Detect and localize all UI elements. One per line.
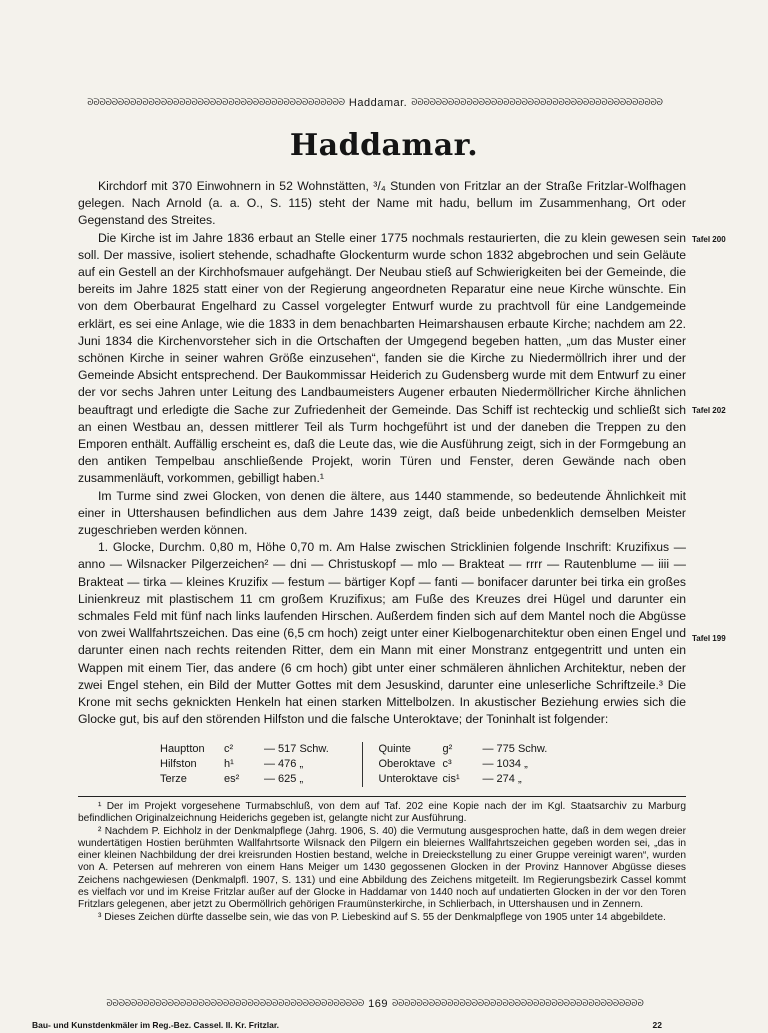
- tone-name: Unteroktave: [378, 773, 438, 785]
- ornament-right: ᘐᘐᘐᘐᘐᘐᘐᘐᘐᘐᘐᘐᘐᘐᘐᘐᘐᘐᘐᘐᘐᘐᘐᘐᘐᘐᘐᘐᘐᘐᘐᘐᘐᘐᘐᘐᘐᘐᘐᘐᘐ: [392, 999, 644, 1009]
- footnote-3: ³ Dieses Zeichen dürfte dasselbe sein, wie das von P. Liebeskind auf S. 55 der Denkmalpflege von 1905 unter 14 abgebildete.: [98, 911, 666, 923]
- tone-value: — 517 Schw.: [264, 743, 329, 755]
- tone-note: g²: [442, 743, 453, 755]
- tone-name: Hauptton: [160, 743, 205, 755]
- paragraph-intro: Kirchdorf mit 370 Einwohnern in 52 Wohnstätten, ³/₄ Stunden von Fritzlar an der Straße Fritzlar-Wolfhagen gelegen. Nach Arnold (a. a. O., S. 115) steht der Name mit hadu, bellum im Zusammenhang, Ort oder Gegenstand des Streites.: [78, 179, 686, 228]
- tone-value: — 476 „: [264, 758, 304, 770]
- tone-name: Quinte: [378, 743, 411, 755]
- tone-name: Oberoktave: [378, 758, 436, 770]
- page-number: 169: [368, 998, 388, 1010]
- margin-note-plate-200: Tafel 200: [692, 235, 726, 244]
- paragraph-bells: Im Turme sind zwei Glocken, von denen die ältere, aus 1440 stammende, so bedeutende Ähnlichkeit mit einer in Uttershausen befindlichen aus dem Jahre 1439 zeigt, daß beide unbedenklich demselben Meister zugeschrieben werden können.: [78, 488, 686, 538]
- page-footer: [32, 1020, 718, 1030]
- footer-sheet-number: 22: [652, 1020, 662, 1030]
- paragraph-church: Die Kirche ist im Jahre 1836 erbaut an Stelle einer 1775 nochmals restaurierten, die zu klein gewesen sein soll. Der massive, isoliert stehende, schadhafte Glockenturm wurde schon 1832 abgebrochen und sein Geläute auf ein Gestell an der Kirchhofsmauer aufgehängt. Der Neubau stieß auf Schwierigkeiten bei der Gemeinde, die bereits im Jahre 1825 statt einer von der Regierung angeordneten Reparatur eine neue Kirche wünschte. Ein von dem Oberbaurat Engelhard zu Cassel vorgelegter Entwurf wurde zu prachtvoll für eine Landgemeinde erklärt, es sei eine Anlage, wie die 1833 in dem benachbarten Heimarshausen erbaute Kirche; nachdem am 22. Juni 1834 die Kirchenvorsteher sich in die Ortschaften der Umgegend begeben hatten, „um das Muster einer schönen Kirche in seiner wahren Größe einzusehen“, fanden sie die Kirche zu Niedermöllrich ihrer und der Gemeinde Absicht entsprechend. Der Baukommissar Heiderich zu Gudensberg wurde mit dem Entwurf zu einer der vor sechs Jahren unter Leitung des Landbaumeisters Augener erbauten Niedermöllricher Kirche ähnlichen beauftragt und erledigte die Sache zur Zufriedenheit der Gemeinde. Das Schiff ist rechteckig und schließt sich an einen Westbau an, dessen mittlerer Teil als Turm hochgeführt ist und der daneben die Treppen zu den Emporen enthält. Auffällig erscheint es, daß die Leute das, wie die Ausführung zeigt, sich in der Formgebung an den antiken Tempelbau anschließende Projekt, worin Türen und Fenster, deren Gewände nach oben zusammenläuft, vorkommen, gebilligt haben.¹: [78, 230, 686, 486]
- ornament-left: ᘐᘐᘐᘐᘐᘐᘐᘐᘐᘐᘐᘐᘐᘐᘐᘐᘐᘐᘐᘐᘐᘐᘐᘐᘐᘐᘐᘐᘐᘐᘐᘐᘐᘐᘐᘐᘐᘐᘐᘐᘐᘐ: [106, 999, 365, 1009]
- margin-note-plate-202: Tafel 202: [692, 406, 726, 415]
- tone-note: cis¹: [442, 773, 460, 785]
- footer-series-title: Bau- und Kunstdenkmäler im Reg.-Bez. Cassel. II. Kr. Fritzlar.: [32, 1020, 280, 1030]
- tone-row: [379, 772, 581, 787]
- tone-table-left: [160, 742, 362, 787]
- tone-note: c³: [442, 758, 452, 770]
- tone-name: Terze: [160, 773, 187, 785]
- tone-row: [379, 742, 581, 757]
- tone-value: — 274 „: [482, 773, 522, 785]
- body-text: [78, 178, 686, 729]
- tone-row: [160, 757, 362, 772]
- footnotes: [78, 796, 686, 924]
- tone-value: — 775 Schw.: [482, 743, 548, 755]
- tone-note: h¹: [224, 758, 234, 770]
- tone-table-right: [362, 742, 581, 787]
- paragraph-bell-one: 1. Glocke, Durchm. 0,80 m, Höhe 0,70 m. Am Halse zwischen Stricklinien folgende Inschrift: Kruzifixus — anno — Wilsnacker Pilgerzeichen² — dni — Christuskopf — mlo — Brakteat — rrrr — Rautenblume — iiii — Brakteat — tirka — kleines Kruzifix — festum — bärtiger Kopf — fanti — bonifacer darunter bei tirka ein großes Linienkreuz mit plastischem 11 cm großem Kruzifixus; am Fuße des Kreuzes drei Hügel und darunter ein schmales Feld mit fünf nach links laufenden Hirschen. Außerdem finden sich auf dem Mantel noch die Abgüsse von zwei Wallfahrtszeichen. Das eine (6,5 cm hoch) zeigt unter einer Kielbogenarchitektur oben einen Engel und darunter einen nach rechts reitenden Ritter, dem ein Mann mit einer Monstranz entgegentritt und unten ein Wappen mit einem Tier, das andere (6 cm hoch) gibt unter einer schmäleren ähnlichen Architektur, neben der zwei Engel stehen, ein Bild der Mutter Gottes mit dem Jesuskind, darunter eine unleserliche Schriftzeile.³ Die Krone mit sechs geknickten Henkeln hat einen starken Mittelbolzen. In akustischer Beziehung erwies sich die Glocke gut, bis auf den störenden Hilfston und die falsche Unteroktave; der Toninhalt ist folgender:: [78, 540, 686, 727]
- tone-value: — 1034 „: [482, 758, 528, 770]
- page-title: Haddamar.: [289, 128, 479, 163]
- footnote-1: ¹ Der im Projekt vorgesehene Turmabschluß, von dem auf Taf. 202 eine Kopie nach der im Kgl. Staatsarchiv zu Marburg befindlichen Originalzeichnung Heiderichs gegeben ist, gelangte nicht zur Ausführung.: [78, 801, 686, 825]
- running-header: [32, 95, 718, 111]
- running-footer-ornament: [32, 996, 718, 1012]
- tone-value: — 625 „: [264, 773, 304, 785]
- tone-row: [160, 742, 362, 757]
- footnote-2: ² Nachdem P. Eichholz in der Denkmalpflege (Jahrg. 1906, S. 40) die Vermutung ausgesprochen hatte, daß in dem wegen dreier wundertätigen Hostien berühmten Wallfahrtsorte Wilsnack den Pilgern ein bleiernes Wallfahrtszeichen gegeben worden sei, „das in einer kleinen Nachbildung der drei kreisrunden Hostien bestand, welche in Dreieckstellung zu einer Gruppe vereinigt waren“, wurden von A. Petersen auf mehreren von einem Hans Meiger um 1430 gegossenen Glocken in der Provinz Hannover Abgüsse dieses Zeichens nachgewiesen (Denkmalpfl. 1907, S. 131) und eine Abbildung des Zeichens mitgeteilt. Im Regierungsbezirk Cassel kommt es vielfach vor und im Kreise Fritzlar außer auf der Glocke in Haddamar von 1440 noch auf undatierten Glocken in der vor den Toren Fritzlars gelegenen, aber jetzt zu Obermöllrich gehörigen Fraumünsterkirche, in Schlierbach, in Uttershausen und in Zennern.: [78, 825, 686, 911]
- tone-note: es²: [224, 773, 240, 785]
- tone-note: c²: [224, 743, 234, 755]
- ornament-left: ᘐᘐᘐᘐᘐᘐᘐᘐᘐᘐᘐᘐᘐᘐᘐᘐᘐᘐᘐᘐᘐᘐᘐᘐᘐᘐᘐᘐᘐᘐᘐᘐᘐᘐᘐᘐᘐᘐᘐᘐᘐᘐ: [87, 98, 345, 108]
- tone-row: [379, 757, 581, 772]
- tone-table: [160, 742, 580, 787]
- running-header-label: Haddamar.: [348, 97, 408, 109]
- margin-note-plate-199: Tafel 199: [692, 634, 726, 643]
- ornament-right: ᘐᘐᘐᘐᘐᘐᘐᘐᘐᘐᘐᘐᘐᘐᘐᘐᘐᘐᘐᘐᘐᘐᘐᘐᘐᘐᘐᘐᘐᘐᘐᘐᘐᘐᘐᘐᘐᘐᘐᘐᘐ: [411, 98, 663, 108]
- tone-name: Hilfston: [160, 758, 197, 770]
- tone-row: [160, 772, 362, 787]
